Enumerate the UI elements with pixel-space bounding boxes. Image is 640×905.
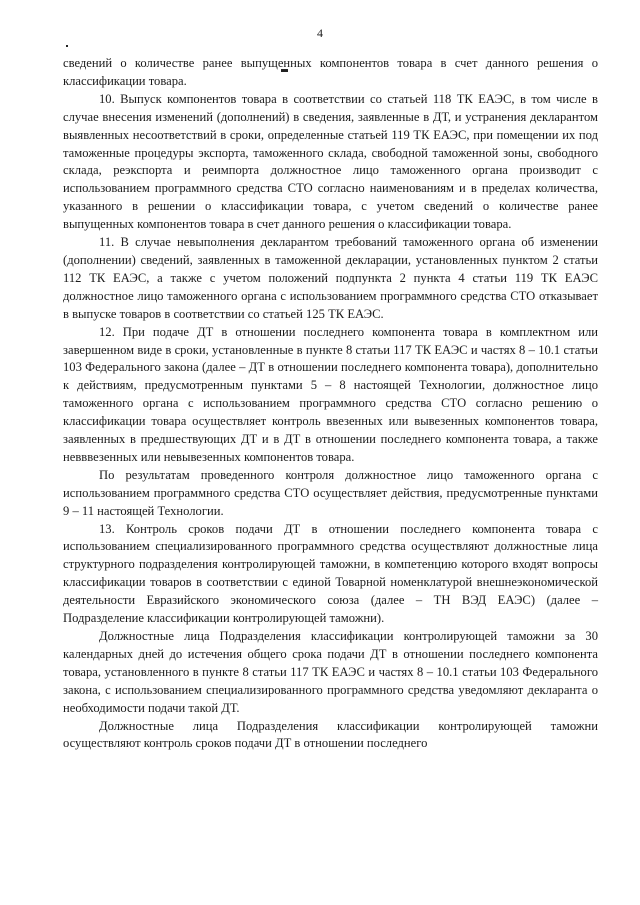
paragraph-12: 12. При подаче ДТ в отношении последнего компонента товара в комплектном или завершенном виде в сроки, установленные в пункте 8 статьи 117 ТК ЕАЭС и частях 8 – 10.1 статьи 103 Федерального закона (далее – ДТ в отношении последнего компонента товара), дополнительно к действиям, предусмотренным пунктами 5 – 8 настоящей Технологии, должностное лицо таможенного органа с использованием программного средства СТО согласно решению о классификации товара осуществляет контроль ввезенных или вывезенных компонентов товара, заявленных в предшествующих ДТ и в ДТ в отношении последнего компонента товара, а также невввезенных или невывезенных компонентов товара. xyxy=(63,324,598,464)
paragraph-11: 11. В случае невыполнения декларантом требований таможенного органа об изменении (дополнении) сведений, заявленных в таможенной декларации, установленных пунктом 2 статьи 112 ТК ЕАЭС, а также с учетом положений подпункта 2 пункта 4 статьи 119 ТК ЕАЭС должностное лицо таможенного органа с использованием программного средства СТО отказывает в выпуске товаров в соответствии со статьей 125 ТК ЕАЭС. xyxy=(63,235,598,321)
paragraph-control-results: По результатам проведенного контроля должностное лицо таможенного органа с использованием программного средства СТО осуществляет действия, предусмотренные пунктами 9 – 11 настоящей Технологии. xyxy=(63,467,598,518)
paragraph-continuation: сведений о количестве ранее выпущенных компонентов товара в счет данного решения о классификации товара. xyxy=(63,56,598,88)
scan-artifact xyxy=(66,45,68,47)
paragraph-notification: Должностные лица Подразделения классификации контролирующей таможни за 30 календарных дней до истечения общего срока подачи ДТ в отношении последнего компонента товара, установленного в пункте 8 статьи 117 ТК ЕАЭС и частях 8 – 10.1 статьи 103 Федерального закона, с использованием специализированного программного средства уведомляют декларанта о необходимости подачи такой ДТ. xyxy=(63,629,598,715)
paragraph-13: 13. Контроль сроков подачи ДТ в отношении последнего компонента товара с использованием специализированного программного средства осуществляют должностные лица структурного подразделения контролирующей таможни, в компетенцию которого входят вопросы классификации товаров в соответствии с единой Товарной номенклатурой внешнеэкономической деятельности Евразийского экономического союза (далее – ТН ВЭД ЕАЭС) (далее – Подразделение классификации контролирующей таможни). xyxy=(63,521,598,626)
paragraph-deadline-control: Должностные лица Подразделения классификации контролирующей таможни осуществляют контроль сроков подачи ДТ в отношении последнего xyxy=(63,718,598,751)
page-number: 4 xyxy=(317,26,323,40)
paragraph-10: 10. Выпуск компонентов товара в соответствии со статьей 118 ТК ЕАЭС, в том числе в случае внесения изменений (дополнений) в сведения, заявленные в ДТ, и устранения декларантом выявленных несоответствий в сроки, определенные статьей 119 ТК ЕАЭС, при помещении их под таможенные процедуры экспорта, таможенного склада, свободной таможенной зоны, свободного склада, реэкспорта и реимпорта должностное лицо таможенного органа производит с использованием программного средства СТО согласно наименованиям и в пределах количества, указанного в решении о классификации товара, с учетом сведений о количестве ранее выпущенных компонентов товара в счет данного решения о классификации товара. xyxy=(63,91,598,232)
document-body xyxy=(63,55,598,753)
